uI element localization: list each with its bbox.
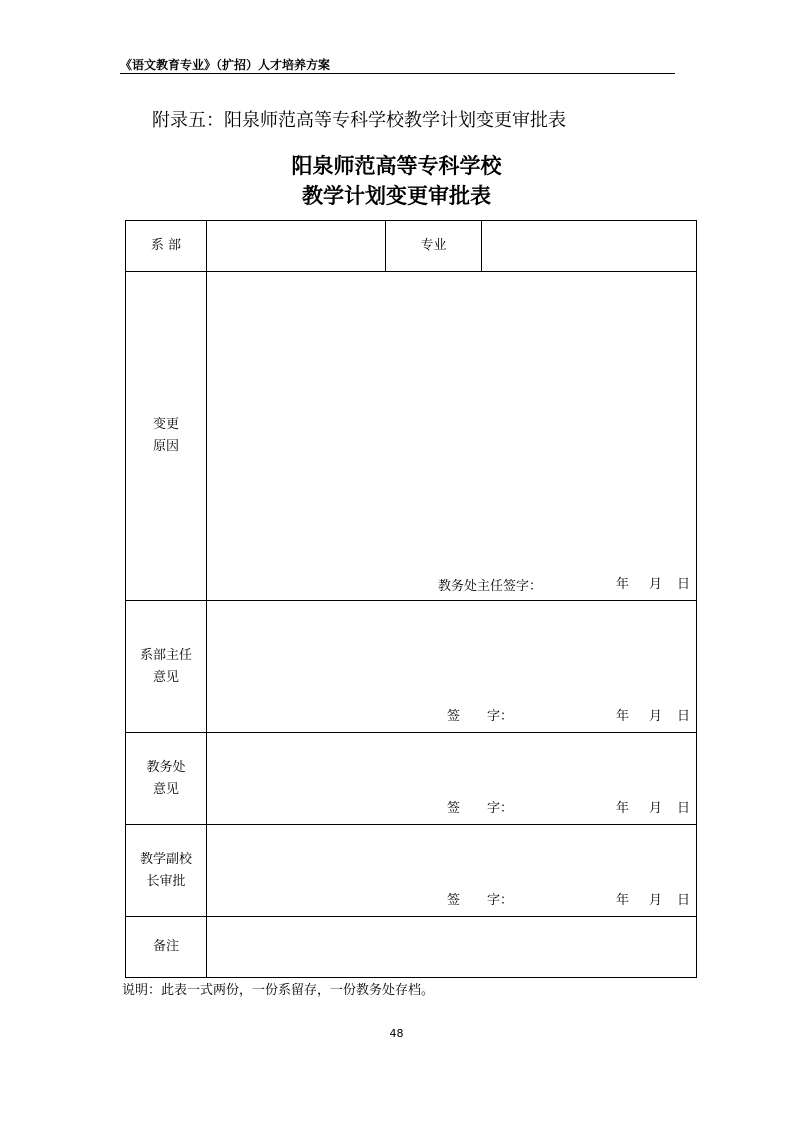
reason-field[interactable] <box>207 272 697 601</box>
dept-major-row <box>126 221 697 272</box>
form-title-line2: 教学计划变更审批表 <box>302 184 491 208</box>
page-number: 48 <box>389 1027 404 1040</box>
vice-president-label-line2: 长审批 <box>146 873 186 889</box>
vice-president-month: 月 <box>649 893 663 908</box>
academic-office-sign-b: 字： <box>487 801 514 816</box>
running-header: 《语文教育专业》（扩招）人才培养方案 <box>120 58 331 72</box>
remarks-field[interactable] <box>207 917 697 978</box>
major-label: 专业 <box>386 221 482 272</box>
dept-head-opinion-field[interactable] <box>207 601 697 733</box>
form-title-line1: 阳泉师范高等专科学校 <box>291 154 502 178</box>
vice-president-row <box>126 825 697 917</box>
academic-office-row <box>126 733 697 825</box>
dept-value-field[interactable] <box>207 221 386 272</box>
vice-president-label-line1: 教学副校 <box>139 851 192 867</box>
major-value-field[interactable] <box>482 221 697 272</box>
academic-office-label-line2: 意见 <box>152 781 179 797</box>
academic-office-sign-a: 签 <box>447 801 461 816</box>
dept-head-sign-a: 签 <box>447 709 461 724</box>
dept-label: 系 部 <box>126 221 207 272</box>
reason-label-line2: 原因 <box>152 439 179 454</box>
academic-office-label <box>126 733 207 825</box>
reason-signature-line <box>207 574 696 592</box>
dept-head-sign-b: 字： <box>487 709 514 724</box>
header-rule <box>120 73 675 74</box>
vice-president-sign-b: 字： <box>487 893 514 908</box>
academic-office-signature-line <box>207 798 696 816</box>
academic-office-opinion-field[interactable] <box>207 733 697 825</box>
approval-form-table <box>125 220 697 978</box>
dept-head-signature-line <box>207 706 696 724</box>
reason-signer-label: 教务处主任签字： <box>438 579 543 594</box>
reason-month: 月 <box>649 577 663 592</box>
remarks-row <box>126 917 697 978</box>
reason-year: 年 <box>616 577 630 592</box>
remarks-label: 备注 <box>126 917 207 978</box>
vice-president-signature-line <box>207 890 696 908</box>
reason-day: 日 <box>677 577 691 592</box>
dept-head-label-line1: 系部主任 <box>139 647 192 663</box>
appendix-heading: 附录五：阳泉师范高等专科学校教学计划变更审批表 <box>152 110 566 131</box>
dept-head-label-line2: 意见 <box>152 669 179 685</box>
reason-label <box>126 272 207 601</box>
form-note: 说明：此表一式两份，一份系留存，一份教务处存档。 <box>122 983 435 998</box>
vice-president-approval-field[interactable] <box>207 825 697 917</box>
dept-head-month: 月 <box>649 709 663 724</box>
academic-office-day: 日 <box>677 801 691 816</box>
academic-office-year: 年 <box>616 801 630 816</box>
reason-label-line1: 变更 <box>152 417 179 432</box>
reason-row <box>126 272 697 601</box>
vice-president-year: 年 <box>616 893 630 908</box>
dept-head-row <box>126 601 697 733</box>
dept-head-year: 年 <box>616 709 630 724</box>
vice-president-label <box>126 825 207 917</box>
academic-office-month: 月 <box>649 801 663 816</box>
vice-president-sign-a: 签 <box>447 893 461 908</box>
academic-office-label-line1: 教务处 <box>146 759 186 775</box>
dept-head-label <box>126 601 207 733</box>
vice-president-day: 日 <box>677 893 691 908</box>
dept-head-day: 日 <box>677 709 691 724</box>
